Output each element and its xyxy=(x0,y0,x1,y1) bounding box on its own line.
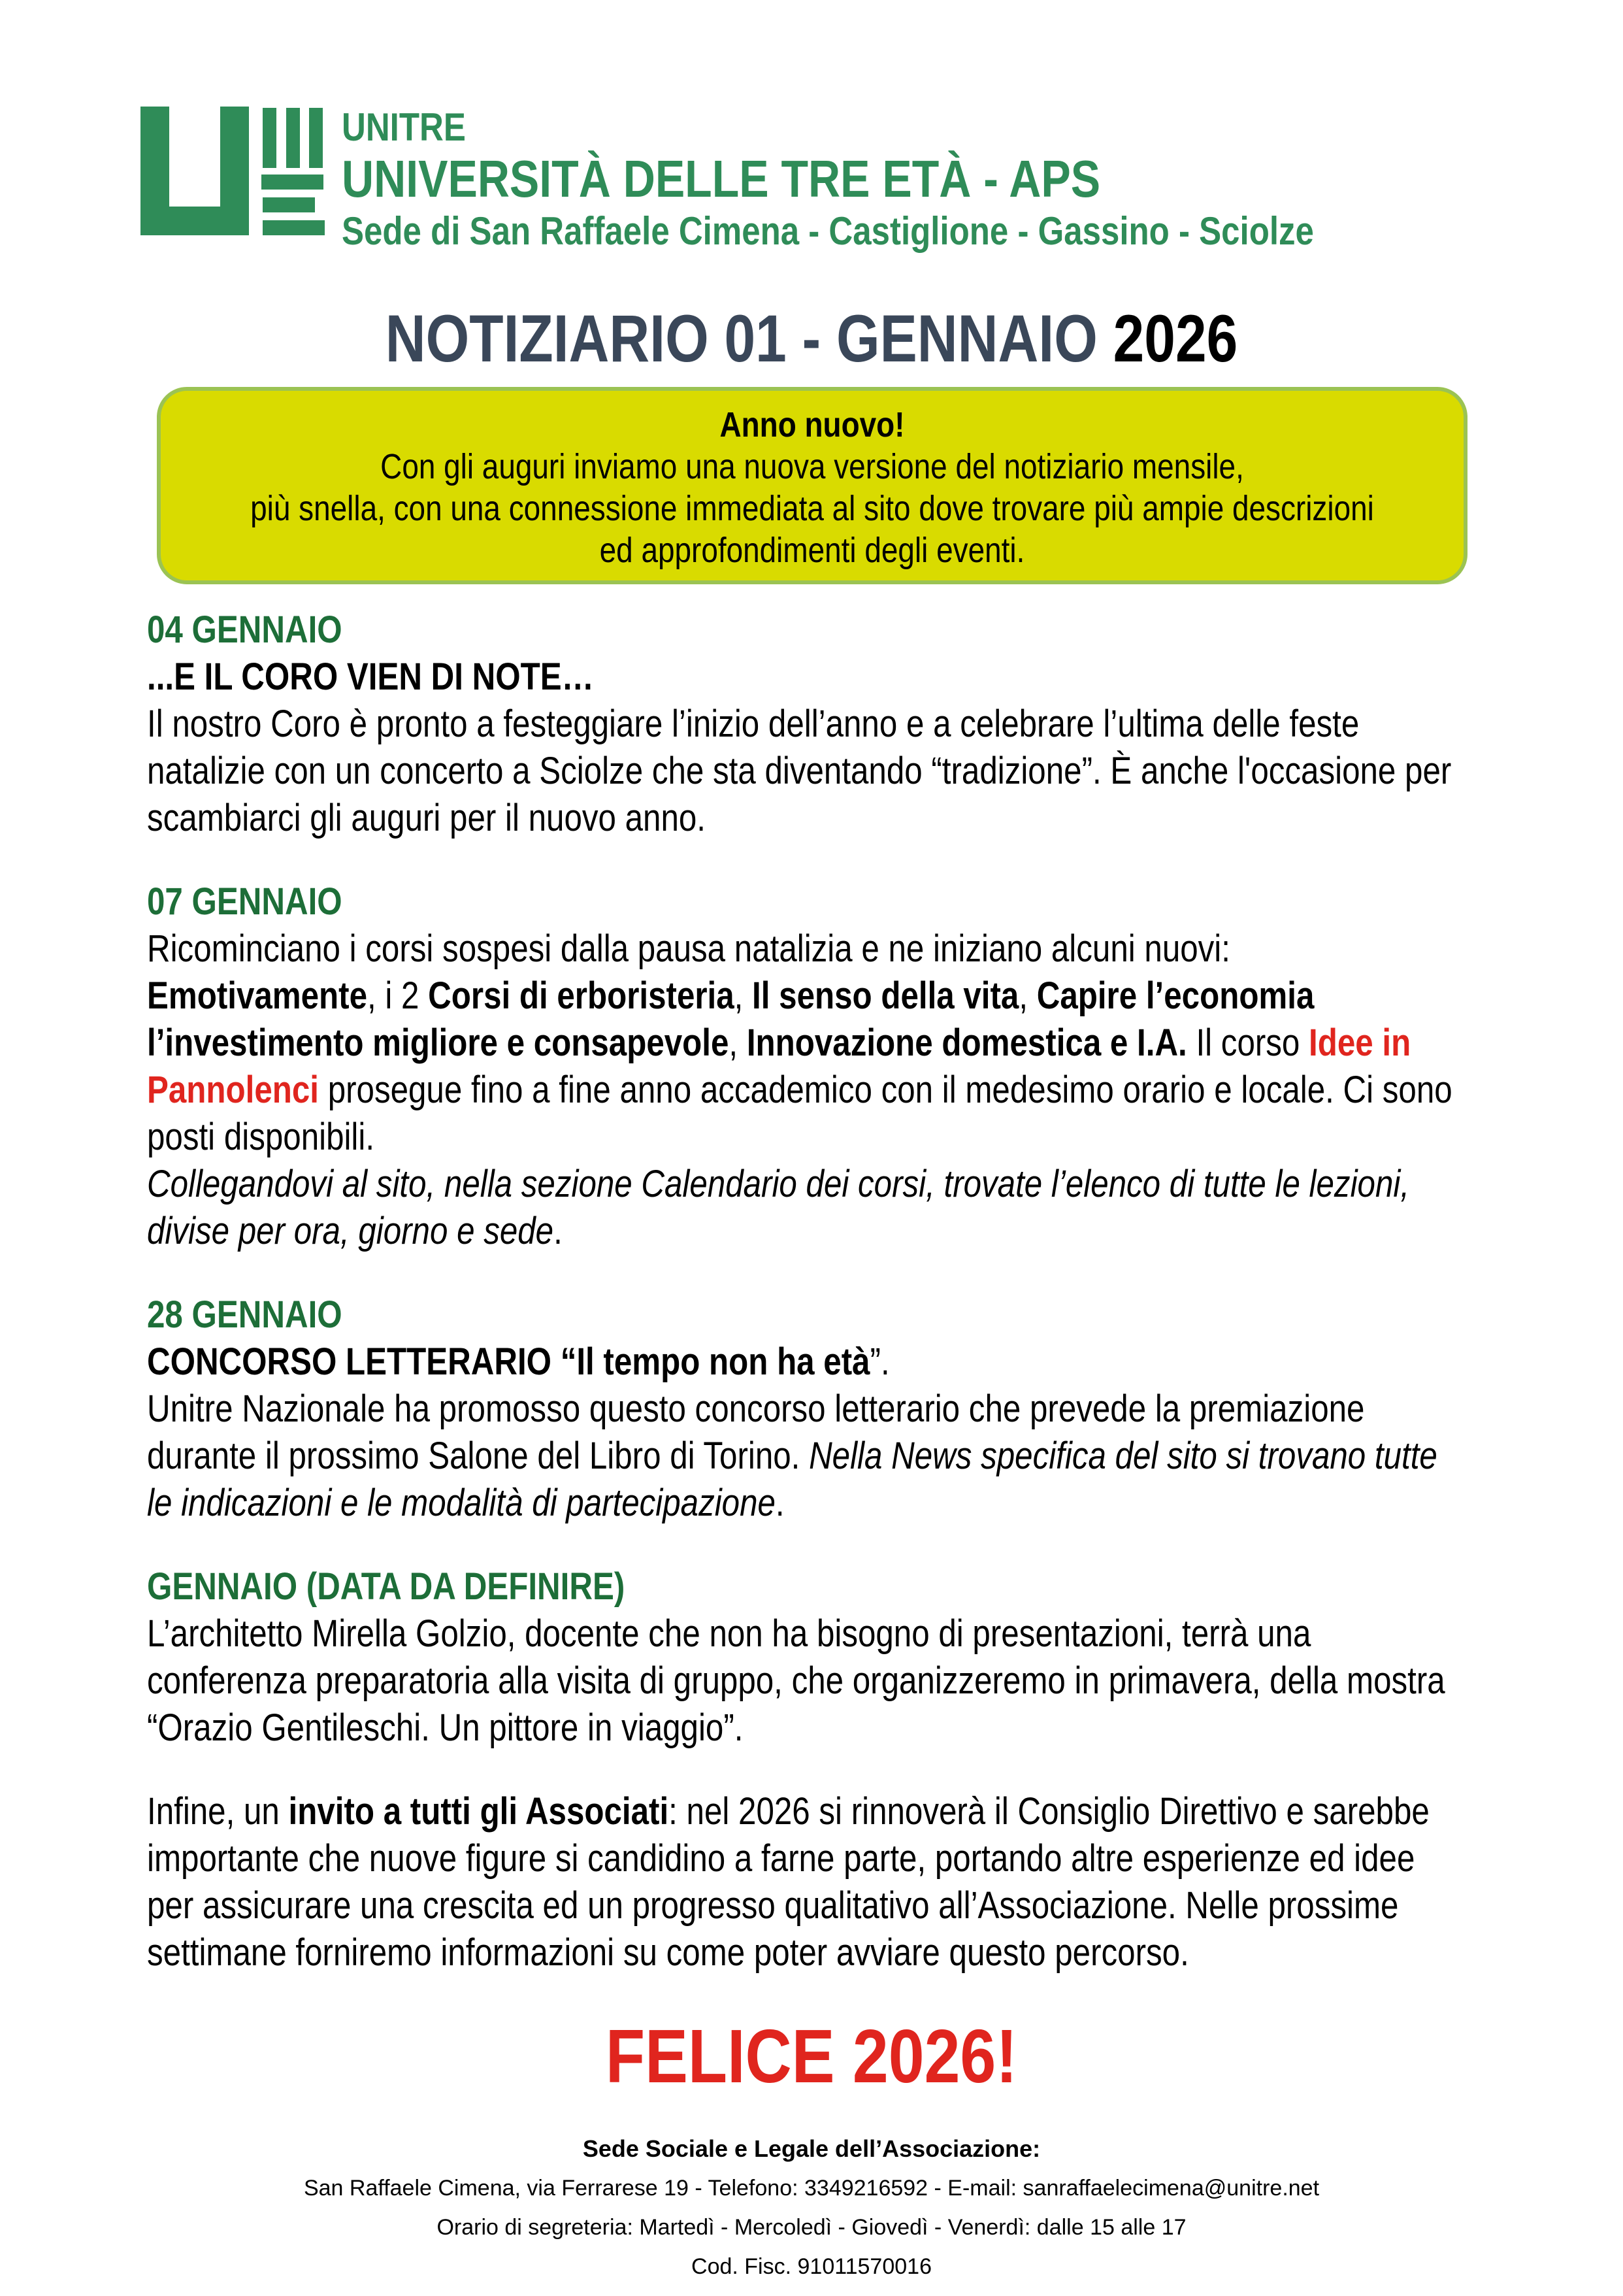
logo-horizontal-bar xyxy=(261,175,323,190)
section-date-heading: 07 GENNAIO xyxy=(147,880,342,923)
logo-horizontal-bar xyxy=(263,220,325,235)
text-segment: ”. xyxy=(870,1340,890,1383)
page-title-year: 2026 xyxy=(1113,301,1238,376)
footer-hours-line: Orario di segreteria: Martedì - Mercoledì - Giovedì - Venerdì: dalle 15 alle 17 xyxy=(436,2215,1187,2240)
section xyxy=(147,878,1460,1255)
notice-heading: Anno nuovo! xyxy=(719,405,905,444)
newsletter-sections xyxy=(147,607,1460,1976)
footer xyxy=(0,2129,1623,2286)
closing-wish: FELICE 2026! xyxy=(605,2014,1018,2099)
paragraph xyxy=(147,701,1460,842)
section xyxy=(147,1291,1460,1527)
footer-heading: Sede Sociale e Legale dell’Associazione: xyxy=(582,2135,1041,2162)
page-title xyxy=(130,302,1494,375)
logo-vertical-bar xyxy=(286,108,300,168)
text-segment: Il senso della vita xyxy=(752,974,1019,1017)
footer-fiscal-code: Cod. Fisc. 91011570016 xyxy=(691,2254,932,2279)
logo-vertical-bar xyxy=(263,108,276,168)
page-title-main: NOTIZIARIO 01 - GENNAIO xyxy=(385,301,1113,376)
text-segment: Emotivamente xyxy=(147,974,367,1017)
text-segment: , xyxy=(1019,974,1037,1017)
logo-branches-line: Sede di San Raffaele Cimena - Castiglione - Gassino - Sciolze xyxy=(342,209,1314,253)
text-segment: CONCORSO LETTERARIO “Il tempo non ha età xyxy=(147,1340,870,1383)
logo-vertical-bar xyxy=(309,108,323,168)
footer-contact-line: San Raffaele Cimena, via Ferrarese 19 - Telefono: 3349216592 - E-mail: sanraffaelecimena@unitre.net xyxy=(303,2176,1320,2201)
text-segment: Il corso xyxy=(1187,1022,1309,1064)
text-segment: : nel 2026 si rinnoverà il Consiglio Direttivo e sarebbe importante che nuove figure si candidino a farne parte, portando altre esperienze ed idee per assicurare una crescita ed un progresso qualitativo all’Associazione. Nelle prossime settimane forniremo informazioni su come poter avviare questo percorso. xyxy=(147,1790,1430,1974)
text-segment: invito a tutti gli Associati xyxy=(288,1790,669,1833)
text-segment: Corsi di erboristeria xyxy=(428,974,734,1017)
notice-line: più snella, con una connessione immediata al sito dove trovare più ampie descrizioni xyxy=(250,489,1374,528)
logo-org-name: UNITRE xyxy=(342,105,466,149)
text-segment: Innovazione domestica e I.A. xyxy=(746,1022,1187,1064)
notice-line: ed approfondimenti degli eventi. xyxy=(599,531,1025,570)
paragraph xyxy=(147,1339,1460,1386)
notice-box-text xyxy=(190,404,1434,571)
paragraph xyxy=(147,1788,1460,1976)
paragraph xyxy=(147,654,1460,701)
paragraph xyxy=(147,1610,1460,1752)
text-segment: Unitre Nazionale ha promosso questo concorso letterario che prevede la premiazione durante il prossimo Salone del Libro di Torino. xyxy=(147,1388,1365,1477)
section-date-heading: GENNAIO (DATA DA DEFINIRE) xyxy=(147,1565,625,1608)
text-segment: L’architetto Mirella Golzio, docente che non ha bisogno di presentazioni, terrà una conferenza preparatoria alla visita di gruppo, che organizzeremo in primavera, della mostra “Orazio Gentileschi. Un pittore in viaggio”. xyxy=(147,1612,1445,1749)
logo-horizontal-bar xyxy=(263,197,315,212)
text-segment: , xyxy=(729,1022,747,1064)
text-segment: , i 2 xyxy=(367,974,429,1017)
text-segment: Nella News specifica del sito si trovano tutte le indicazioni e le modalità di partecipazione xyxy=(147,1435,1437,1524)
notice-line: Con gli auguri inviamo una nuova versione del notiziario mensile, xyxy=(380,447,1244,486)
text-segment: . xyxy=(553,1210,563,1252)
section xyxy=(147,1563,1460,1752)
section xyxy=(147,1788,1460,1976)
unitre-logo xyxy=(140,107,1485,253)
new-year-notice-box xyxy=(157,387,1467,584)
text-segment: prosegue fino a fine anno accademico con il medesimo orario e locale. Ci sono posti disponibili. xyxy=(147,1069,1452,1158)
text-segment: . xyxy=(775,1482,785,1524)
logo-text-block xyxy=(342,107,1485,253)
text-segment: Idee in Pannolenci xyxy=(147,1022,1411,1111)
text-segment: Collegandovi al sito, nella sezione Calendario dei corsi, trovate l’elenco di tutte le lezioni, divise per ora, giorno e sede xyxy=(147,1163,1410,1252)
text-segment: ...E IL CORO VIEN DI NOTE… xyxy=(147,656,594,698)
paragraph xyxy=(147,925,1460,1161)
paragraph xyxy=(147,1161,1460,1255)
text-segment: Infine, un xyxy=(147,1790,289,1833)
text-segment: , xyxy=(734,974,753,1017)
logo-org-fullname: UNIVERSITÀ DELLE TRE ETÀ - APS xyxy=(342,150,1101,208)
logo-u-right-bar xyxy=(220,107,249,235)
paragraph xyxy=(147,1386,1460,1527)
text-segment: Capire l’economia l’investimento migliore e consapevole xyxy=(147,974,1315,1064)
section-date-heading: 04 GENNAIO xyxy=(147,608,342,651)
unitre-logo-icon xyxy=(140,107,325,237)
text-segment: Il nostro Coro è pronto a festeggiare l’inizio dell’anno e a celebrare l’ultima delle feste natalizie con un concerto a Sciolze che sta diventando “tradizione”. È anche l'occasione per scambiarci gli auguri per il nuovo anno. xyxy=(147,703,1452,839)
section-date-heading: 28 GENNAIO xyxy=(147,1293,342,1336)
text-segment: Ricominciano i corsi sospesi dalla pausa natalizia e ne iniziano alcuni nuovi: xyxy=(147,927,1230,970)
section xyxy=(147,607,1460,842)
